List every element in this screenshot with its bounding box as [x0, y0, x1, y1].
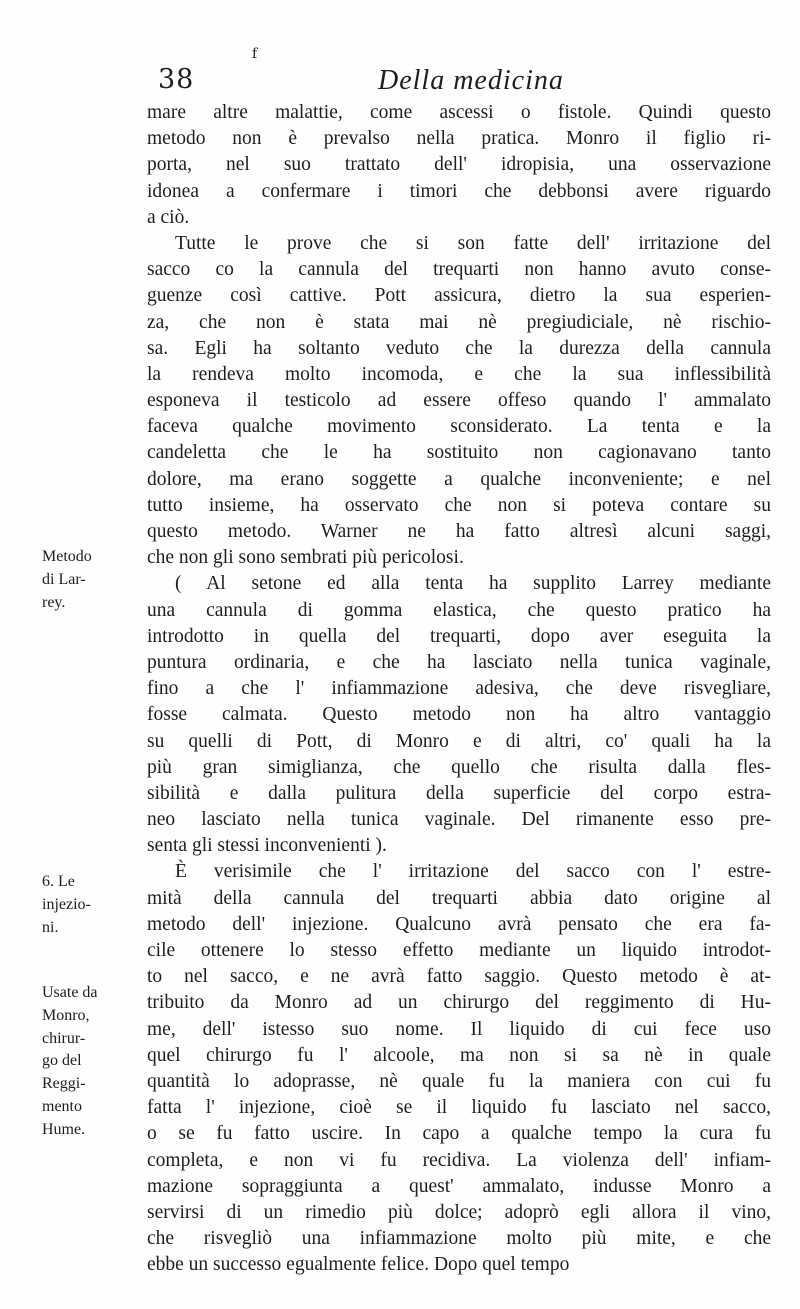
text-line: più gran simiglianza, che quello che risulta dalla fles- — [147, 756, 771, 778]
text-line: dolore, ma erano soggette a qualche inconveniente; e nel — [147, 468, 771, 490]
text-line: neo lasciato nella tunica vaginale. Del rimanente esso pre- — [147, 809, 771, 831]
text-line: cile ottenere lo stesso effetto mediante un liquido introdot- — [147, 940, 771, 961]
text-line: za, che non è stata mai nè pregiudiciale, nè rischio- — [147, 311, 771, 333]
text-line: me, dell' istesso suo nome. Il liquido di cui fece uso — [147, 1018, 771, 1040]
text-line: È verisimile che l' irritazione del sacco con l' estre- — [175, 861, 771, 883]
margin-note-line: chirur- — [42, 1029, 86, 1047]
text-line: sacco co la cannula del trequarti non hanno avuto conse- — [147, 259, 771, 281]
margin-note-line: rey. — [42, 593, 66, 611]
margin-note-line: Hume. — [42, 1120, 86, 1138]
text-line: che non gli sono sembrati più pericolosi. — [147, 547, 464, 569]
margin-note-monro — [42, 982, 142, 1142]
text-line: quantità lo adoprasse, nè quale fu la maniera con cui fu — [147, 1070, 771, 1092]
text-line: sa. Egli ha soltanto veduto che la durezza della cannula — [147, 337, 771, 359]
text-line: che risvegliò una infiammazione molto più mite, e che — [147, 1228, 771, 1250]
text-line: idonea a confermare i timori che debbonsi avere riguardo — [147, 180, 771, 202]
text-line: senta gli stessi inconvenienti ). — [147, 835, 387, 857]
margin-note-line: injezio- — [42, 895, 91, 913]
text-line: fosse calmata. Questo metodo non ha altro vantaggio — [147, 704, 771, 726]
text-line: completa, e non vi fu recidiva. La violenza dell' infiam- — [147, 1149, 771, 1171]
page-number: 38 — [158, 64, 195, 95]
text-line: fatta l' injezione, cioè se il liquido fu lasciato nel sacco, — [147, 1097, 771, 1119]
body-text — [147, 100, 771, 1278]
text-line: o se fu fatto uscire. In capo a qualche tempo la cura fu — [147, 1123, 771, 1145]
text-line: esponeva il testicolo ad essere offeso quando l' ammalato — [147, 390, 771, 412]
stray-mark: f — [252, 46, 258, 62]
page-header — [0, 46, 800, 104]
text-line: introdotto in quella del trequarti, dopo aver eseguita la — [147, 625, 771, 647]
text-line: metodo non è prevalso nella pratica. Monro il figlio ri- — [147, 128, 771, 150]
text-line: questo metodo. Warner ne ha fatto altresì alcuni saggi, — [147, 521, 771, 542]
margin-note-line: go del — [42, 1052, 82, 1070]
text-line: quel chirurgo fu l' alcoole, ma non si sa nè in quale — [147, 1044, 771, 1066]
running-title: Della medicina — [378, 65, 564, 96]
text-line: Tutte le prove che si son fatte dell' irritazione del — [175, 232, 771, 254]
text-line: mità della cannula del trequarti abbia dato origine al — [147, 887, 771, 909]
text-line: metodo dell' injezione. Qualcuno avrà pensato che era fa- — [147, 913, 771, 935]
text-line: fino a che l' infiammazione adesiva, che deve risvegliare, — [147, 678, 771, 700]
text-line: servirsi di un rimedio più dolce; adoprò egli allora il vino, — [147, 1201, 771, 1223]
text-line: ebbe un successo egualmente felice. Dopo quel tempo — [147, 1254, 570, 1276]
margin-note-line: ni. — [42, 918, 59, 936]
margin-note-line: mento — [42, 1097, 82, 1115]
text-line: una cannula di gomma elastica, che questo pratico ha — [147, 599, 771, 621]
text-line: su quelli di Pott, di Monro e di altri, co' quali ha la — [147, 730, 771, 752]
margin-note-injections — [42, 871, 142, 939]
text-line: guenze così cattive. Pott assicura, dietro la sua esperien- — [147, 285, 771, 307]
margin-note-line: Metodo — [42, 548, 92, 565]
margin-note-line: di Lar- — [42, 570, 86, 588]
margin-note-line: Usate da — [42, 984, 98, 1001]
text-line: porta, nel suo trattato dell' idropisia, una osservazione — [147, 154, 771, 176]
text-line: a ciò. — [147, 206, 190, 228]
text-line: sibilità e dalla pulitura della superficie del corpo estra- — [147, 782, 771, 804]
text-line: mare altre malattie, come ascessi o fistole. Quindi questo — [147, 102, 771, 123]
margin-note-line: 6. Le — [42, 873, 75, 890]
text-line: tutto insieme, ha osservato che non si poteva contare su — [147, 494, 771, 516]
text-line: candeletta che le ha sostituito non cagionavano tanto — [147, 442, 771, 464]
text-line: mazione sopraggiunta a quest' ammalato, indusse Monro a — [147, 1175, 771, 1197]
margin-note-line: Monro, — [42, 1006, 90, 1024]
text-line: puntura ordinaria, e che ha lasciato nella tunica vaginale, — [147, 651, 771, 673]
text-line: ( Al setone ed alla tenta ha supplito Larrey mediante — [175, 573, 771, 595]
text-line: to nel sacco, e ne avrà fatto saggio. Questo metodo è at- — [147, 966, 771, 988]
text-line: faceva qualche movimento sconsiderato. La tenta e la — [147, 416, 771, 438]
text-line: tribuito da Monro ad un chirurgo del reggimento di Hu- — [147, 992, 771, 1014]
text-line: la rendeva molto incomoda, e che la sua inflessibilità — [147, 363, 771, 385]
margin-note-larrey — [42, 546, 142, 614]
margin-note-line: Reggi- — [42, 1075, 86, 1093]
